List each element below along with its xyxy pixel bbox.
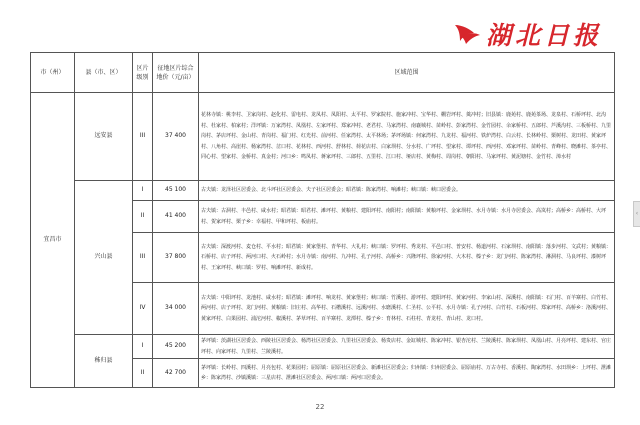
zone-level-cell: III [133,93,153,181]
area-cell: 古夫镇：龙泽社区居委会、北斗坪社区居委会、夫子社区居委会；昭君镇：陈家湾村、响滩村；峡口镇：峡口居委会。 [199,181,615,201]
price-cell: 37 400 [153,93,199,181]
area-cell: 古夫镇：深渡河村、麦仓村、平水村；昭君镇：黄家堡村、青华村、大礼村；峡口镇：罗坪村、秀龙村、平邑口村、普安村、杨道河村、石家坝村、南阳镇：落步河村、文武村；黄粮镇：石桥村、店子坪村、两河口村、火石岭村；水月寺镇：南河村、九冲村、孔子河村、高桥乡：兴隆坪村、徐家河村、大木村、榛子乡：龙门河村、陈家湾村、淋洞村、马良坪村、漆树坪村、王家坪村、峡口镇：罗村、响滩坪村、新成村。 [199,233,615,283]
table-row [31,93,615,181]
zone-level-cell: II [133,359,153,388]
price-cell: 45 100 [153,181,199,201]
land-price-table [30,52,615,388]
zone-level-cell: IV [133,283,153,335]
logo-mark-icon [452,23,482,45]
header-zone-level: 区片级别 [133,53,153,93]
table-row [31,335,615,359]
price-cell: 34 000 [153,283,199,335]
zone-level-cell: III [133,233,153,283]
county-cell: 兴山县 [75,181,133,335]
price-cell: 42 700 [153,359,199,388]
price-cell: 37 800 [153,233,199,283]
area-cell: 古夫镇：中阳坪村、龙池村、咸水村；昭君镇：滩坪村、响龙村、黄家堡村；峡口镇：竹溪村、游坪村、建阳坪村、黄家河村、李家山村、深溪村、南阳镇：石门村、百羊寨村、白竹村、两河村、店子坪村、龙门河村、黄粮镇：旧庄村、高华村、石槽溪村、远溪河村、水磨溪村、仁圣村、公平村、水月寺镇：孔子河村、白竹村、石板河村、郑家坪村、高桥乡：洛溪河村、黄家坪村、白果园村、浦沱河村、椒溪村、茅草坪村、百羊寨村、龙潭村、榛子乡：育林村、石柱村、青龙村、青山村、龙口村。 [199,283,615,335]
hubei-daily-logo [452,16,602,52]
area-cell: 古夫镇：古洞村、丰邑村、咸水村；昭君镇：昭君村、滩坪村、黄粮村、建阳坪村、南阳村；南阳镇：黄粮坪村、金家坝村、水月寺镇：水月寺居委会、高岚村；高桥乡：高桥村、大坪村、贺家坪村、栗子乡：幸福村、甲和坪村、板庙村。 [199,201,615,233]
area-cell: 茅坪镇：茨湖社区居委会、西陵社区居委会、杨湾社区居委会、九里社区居委会、杨贵店村、金缸城村、陈家冲村、银杏沱村、兰陵溪村、陈家坝村、凤凰山村、月亮坪村、建东村、官庄坪村、向家坪村、九里村、兰陵溪村。 [199,335,615,359]
header-price: 征地区片综合地价（元/亩） [153,53,199,93]
side-scroll-button[interactable]: ‹ [633,201,640,227]
area-cell: 花林寺镇：桃李村、卫家岗村、赵化村、雷电村、龙凤村、凤阳村、太平村、罗家院村、施家冲村、宝华村、棚岩坪村、奠冲村；旧县镇：鹿苑村、鹿苑茶场、龙泉村、石桥坪村、北沟村、杜家村、柏家村；洋坪镇：万家湾村、凤凰村、左家坪村、郑家冲村、老君村、马家湾村、南襄城村、苗岭村、彭家湾村、金竹园村、余家桥村、五郎村、芦溪沟村、三板桥村、九里岗村、茅店坪村、金山村、青岗村、福门村、红光村、前河村、任家湾村、太平林场；茅坪场镇：何家湾村、九龙村、福河村、铁炉湾村、白云村、长林岭村、栗树村、龙田村、黄家坪村、八角村、高崖村、杨家湾村、岔口村、花林村、西河村、舒林村、荷花店村、白家坝村、分水村、广坪村、望家村、谭坪村、西河村、邓家坪村、苗岭村、青峰村、晓滩村、茶亭村、同心村、望家村、金桥村、真金村；河口乡：鸣凤村、蒋家坪村、三郎村、五里村、江口村、垭店村、黄梅村、周岗村、朝阳村、马家坪村、黄泥塘村、金竹村、漳水村 [199,93,615,181]
price-cell: 41 400 [153,201,199,233]
header-area: 区域范围 [199,53,615,93]
county-cell: 秭归县 [75,335,133,388]
county-cell: 远安县 [75,93,133,181]
price-cell: 45 200 [153,335,199,359]
table-header-row [31,53,615,93]
area-cell: 茅坪镇：长岭村、四溪村、月亮包村、花果园村；屈原镇：屈原社区居委会、新滩社区居委会；归州镇：归州居委会、屈原庙村、万古寺村、香溪村、陶家湾村、水田坝乡：上坪村、泄滩乡：陈家湾村、沙镇溪镇：三星店村、泄滩社区居委会、两河口镇：两河口居委会。 [199,359,615,388]
table-row [31,181,615,201]
zone-level-cell: I [133,335,153,359]
header-city: 市（州） [31,53,75,93]
logo-text: 湖北日报 [486,21,603,50]
zone-level-cell: II [133,201,153,233]
city-cell: 宜昌市 [31,93,75,388]
page-number: 22 [315,403,325,411]
zone-level-cell: I [133,181,153,201]
header-county: 县（市、区） [75,53,133,93]
